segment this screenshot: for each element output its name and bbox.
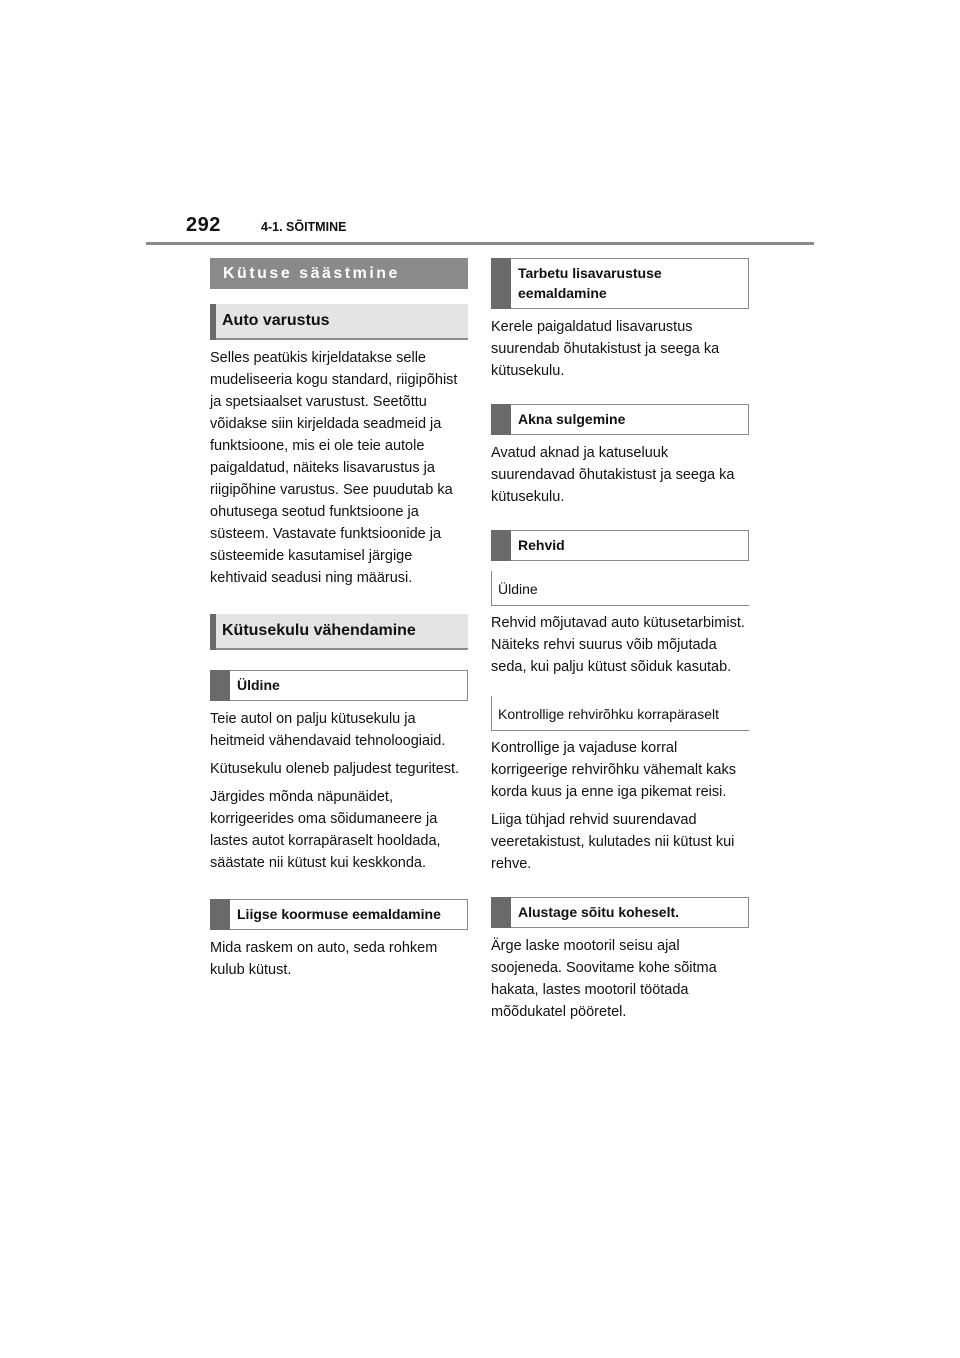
paragraph-rehvid-1: Rehvid mõjutavad auto kütusetarbimist. Näiteks rehvi suurus võib mõjutada seda, kui palju kütust sõiduk kasutab. [491,615,745,675]
section-heading-kutusekulu-vahendamine: Kütusekulu vähendamine [210,614,468,650]
subheading-akna-sulgemine: Akna sulgemine [491,404,749,435]
right-column [491,258,749,1023]
paragraph-uldine-2: Kütusekulu oleneb paljudest teguritest. [210,761,460,777]
subheading-alustage-soitu: Alustage sõitu koheselt. [491,897,749,928]
paragraph-auto-varustus: Selles peatükis kirjeldatakse selle mudeliseeria kogu standard, riigipõhist ja spetsiaalset varustust. Seetõttu võidakse siin kirjeldada seadmeid ja funktsioone, mis ei ole teie autole paigaldatud, näiteks lisavarustus ja riigipõhine varustus. See puudutab ka ohutusega seotud funktsioone ja süsteem. Vastavate funktsioonide ja süsteemide kasutamisel järgige kehtivaid seadusi ning määrusi. [210,350,458,586]
paragraph-rehvid-3: Liiga tühjad rehvid suurendavad veeretakistust, kulutades nii kütust kui rehve. [491,812,735,872]
paragraph-akna-sulgemine: Avatud aknad ja katuseluuk suurendavad õhutakistust ja seega ka kütusekulu. [491,445,735,505]
subheading-rehvid: Rehvid [491,530,749,561]
paragraph-tarbetu-lisavarustus: Kerele paigaldatud lisavarustus suurendab õhutakistust ja seega ka kütusekulu. [491,319,720,379]
left-column [210,258,468,981]
chapter-title: 4-1. SÕITMINE [261,220,347,234]
paragraph-liigse-koormuse: Mida raskem on auto, seda rohkem kulub kütust. [210,940,438,978]
paragraph-uldine-1: Teie autol on palju kütusekulu ja heitmeid vähendavaid tehnoloogiaid. [210,711,446,749]
header-rule [146,242,814,245]
subheading-tarbetu-lisavarustus: Tarbetu lisavarustuse eemaldamine [491,258,749,309]
paragraph-uldine-3: Järgides mõnda näpunäidet, korrigeerides oma sõidumaneere ja lastes autot korrapäraselt hooldada, säästate nii kütust kui keskkonda. [210,789,441,871]
paragraph-rehvid-2: Kontrollige ja vajaduse korral korrigeerige rehvirõhku vähemalt kaks korda kuus ja enne iga pikemat reisi. [491,740,736,800]
topic-banner: Kütuse säästmine [210,258,468,289]
subheading-liigse-koormuse: Liigse koormuse eemaldamine [210,899,468,930]
page-number: 292 [186,214,221,236]
paragraph-alustage-soitu: Ärge laske mootoril seisu ajal soojeneda. Soovitame kohe sõitma hakata, lastes mootoril töötada mõõdukatel pööretel. [491,938,717,1020]
subheading-uldine: Üldine [210,670,468,701]
section-heading-auto-varustus: Auto varustus [210,304,468,340]
minor-heading-uldine: Üldine [491,571,749,606]
minor-heading-rehvirohk: Kontrollige rehvirõhku korrapäraselt [491,696,749,731]
